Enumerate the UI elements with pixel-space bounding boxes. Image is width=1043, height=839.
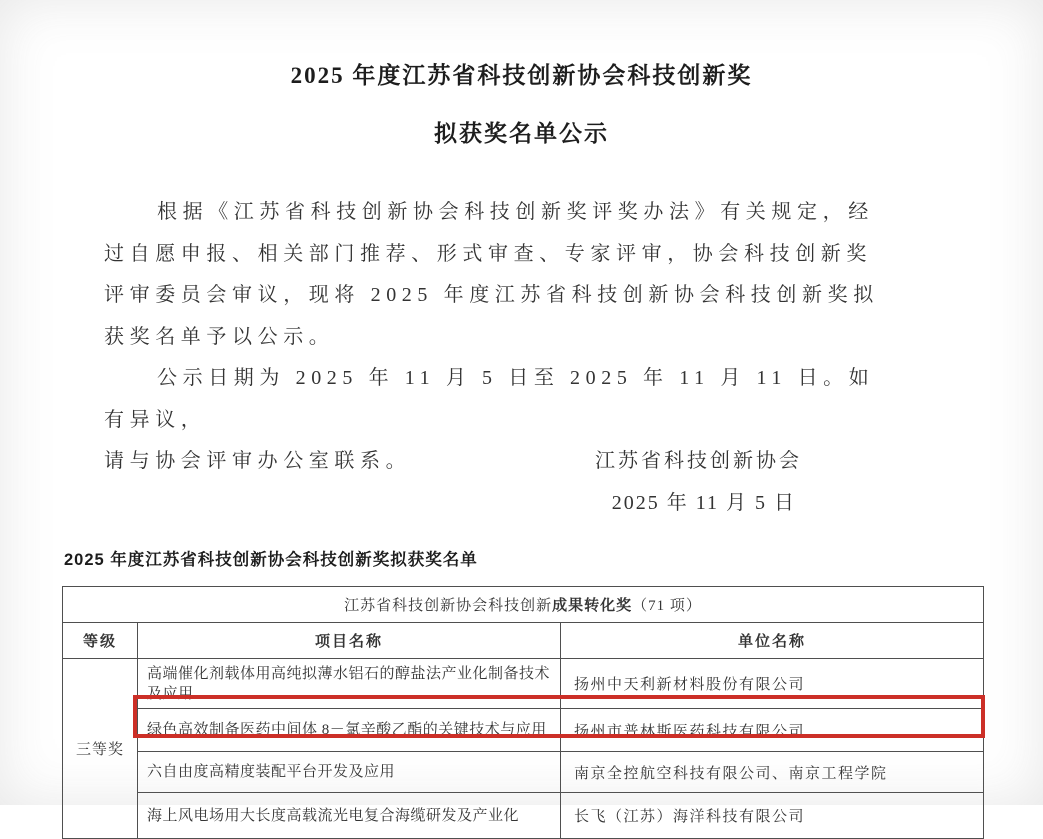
- column-header-unit: 单位名称: [561, 623, 984, 659]
- signature-date: 2025 年 11 月 5 日: [611, 492, 796, 514]
- table-title-prefix: 江苏省科技创新协会科技创新: [344, 598, 553, 614]
- table-title-cell: [63, 587, 984, 623]
- unit-name-cell: 扬州市普林斯医药科技有限公司: [561, 709, 984, 752]
- paragraph-line: 请与协会评审办公室联系。: [104, 450, 412, 472]
- project-name-cell: 高端催化剂载体用高纯拟薄水铝石的醇盐法产业化制备技术及应用: [138, 659, 561, 709]
- paragraph-line: 根据《江苏省科技创新协会科技创新奖评奖办法》有关规定，经: [157, 201, 874, 223]
- table-title-count: （71 项）: [632, 598, 702, 614]
- table-title-award-name: 成果转化奖: [552, 597, 633, 614]
- paragraph-line: 评审委员会审议，现将 2025 年度江苏省科技创新协会科技创新奖拟: [104, 284, 879, 306]
- table-row: [63, 793, 984, 839]
- award-list-heading: 2025 年度江苏省科技创新协会科技创新奖拟获奖名单: [64, 551, 478, 569]
- signature-organization: 江苏省科技创新协会: [595, 450, 802, 472]
- unit-name-cell: 长飞（江苏）海洋科技有限公司: [561, 793, 984, 839]
- column-header-project: 项目名称: [138, 623, 561, 659]
- paragraph-line: 公示日期为 2025 年 11 月 5 日至 2025 年 11 月 11 日。如有异议，: [104, 367, 875, 431]
- table-row: [63, 659, 984, 709]
- table-row-highlighted: [63, 709, 984, 752]
- document-title-line2: 拟获奖名单公示: [434, 121, 609, 146]
- grade-cell: 三等奖: [63, 659, 138, 839]
- project-name-cell: 六自由度高精度装配平台开发及应用: [138, 752, 561, 793]
- body-paragraph-1: [104, 192, 886, 358]
- table-header-row: [63, 623, 984, 659]
- table-row: [63, 752, 984, 793]
- paragraph-line: 过自愿申报、相关部门推荐、形式审查、专家评审，协会科技创新奖: [104, 242, 872, 265]
- unit-name-cell: 扬州中天利新材料股份有限公司: [561, 659, 984, 709]
- table-title-row: [63, 587, 984, 623]
- project-name-cell: 海上风电场用大长度高载流光电复合海缆研发及产业化: [138, 793, 561, 839]
- column-header-grade: 等级: [63, 623, 138, 659]
- document-title-line1: 2025 年度江苏省科技创新协会科技创新奖: [290, 63, 753, 88]
- paragraph-line: 获奖名单予以公示。: [104, 325, 335, 348]
- project-name-cell: 绿色高效制备医药中间体 8－氯辛酸乙酯的关键技术与应用: [138, 709, 561, 752]
- award-table: [62, 586, 983, 839]
- unit-name-cell: 南京全控航空科技有限公司、南京工程学院: [561, 752, 984, 793]
